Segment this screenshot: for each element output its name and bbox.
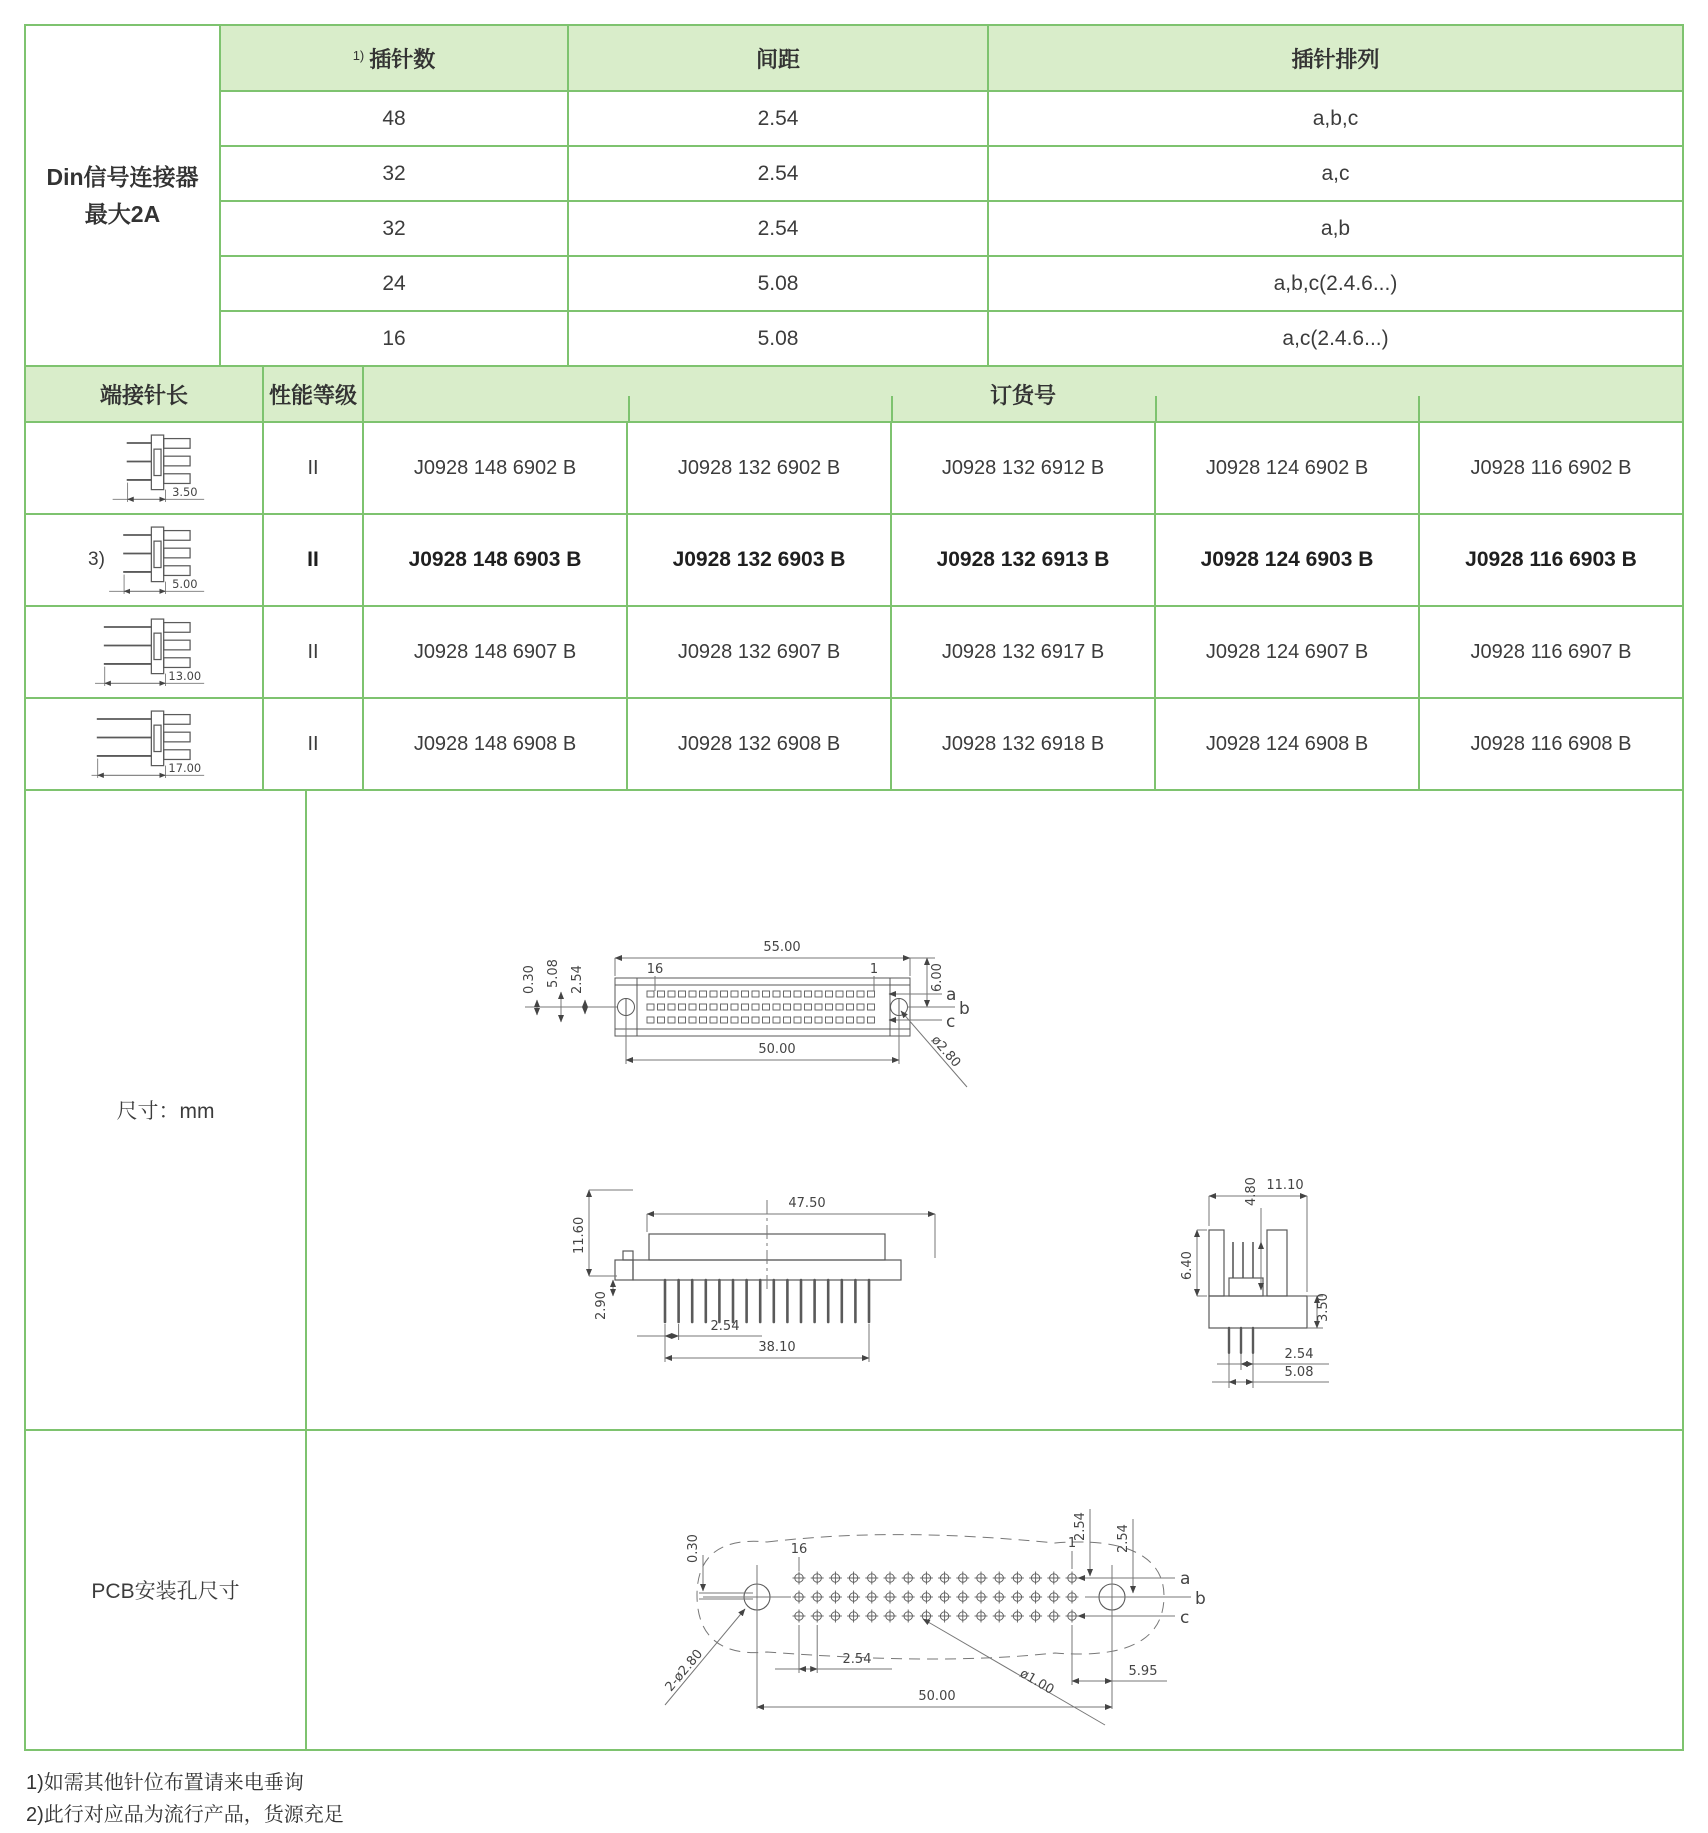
- dim-standoff: 2.90: [594, 1290, 609, 1320]
- order-cell: J0928 124 6903 B: [1155, 514, 1419, 606]
- dim-row-span: 5.08: [1284, 1364, 1314, 1380]
- pitch-cell: 2.54: [568, 146, 988, 201]
- order-cell: J0928 132 6912 B: [891, 422, 1155, 514]
- dim-height: 11.60: [572, 1216, 587, 1254]
- footnotes: [24, 1751, 1684, 1831]
- order-cell: J0928 132 6907 B: [627, 606, 891, 698]
- dim-row-pitch: 2.54: [570, 964, 585, 994]
- order-cell: J0928 116 6908 B: [1419, 698, 1683, 790]
- order-row: [25, 606, 1683, 698]
- row-a-label: a: [946, 984, 957, 1005]
- pcb-pin1: 1: [1067, 1535, 1077, 1551]
- col-header-order-no: [363, 366, 1683, 422]
- pcb-row-a: a: [1180, 1568, 1191, 1589]
- grade-cell: II: [263, 606, 363, 698]
- product-name: Din信号连接器: [46, 163, 199, 190]
- grade-cell: II: [263, 422, 363, 514]
- pin-length-dim: 5.00: [172, 576, 198, 591]
- dimensions-row: [25, 790, 1683, 1430]
- dim-depth: 11.10: [1266, 1177, 1304, 1193]
- arrangement-cell: a,c(2.4.6...): [988, 311, 1683, 366]
- dim-row-span: 5.08: [546, 958, 561, 988]
- col-header-pin-length: 端接针长: [25, 366, 263, 422]
- pcb-pin16: 16: [790, 1541, 808, 1557]
- order-row-popular: [25, 514, 1683, 606]
- order-no-label: 订货号: [989, 382, 1056, 408]
- pcb-hole-drawing: [607, 1443, 1682, 1748]
- connector-side-icon: [88, 520, 220, 601]
- pins-cell: 48: [220, 91, 568, 146]
- dim-pin16: 16: [646, 961, 664, 977]
- col-header-pin-count: [220, 25, 568, 91]
- pin-length-dim: 17.00: [168, 760, 202, 775]
- pitch-cell: 5.08: [568, 311, 988, 366]
- order-header-row: [25, 366, 1683, 422]
- front-view-drawing: [537, 1148, 967, 1393]
- dim-mount-hole: ø2.80: [927, 1032, 964, 1071]
- pcb-row-c: c: [1180, 1607, 1190, 1628]
- pin-count-label: 插针数: [369, 46, 436, 72]
- pin-length-cell: [25, 422, 263, 514]
- col-header-grade: 性能等级: [263, 366, 363, 422]
- order-cell: J0928 116 6902 B: [1419, 422, 1683, 514]
- pcb-label-cell: PCB安装孔尺寸: [25, 1430, 306, 1750]
- dim-body-width: 47.50: [788, 1195, 826, 1211]
- col-header-pitch: 间距: [568, 25, 988, 91]
- order-row: [25, 698, 1683, 790]
- connector-side-icon: [88, 428, 220, 509]
- product-cell: [25, 25, 220, 366]
- order-cell: J0928 116 6903 B: [1419, 514, 1683, 606]
- pin-length-cell: [25, 606, 263, 698]
- pins-cell: 16: [220, 311, 568, 366]
- dim-overall-width: 55.00: [763, 939, 801, 955]
- arrangement-cell: a,b: [988, 201, 1683, 256]
- order-cell: J0928 124 6908 B: [1155, 698, 1419, 790]
- pin-length-dim: 13.00: [168, 668, 202, 683]
- dimensions-label-cell: 尺寸：mm: [25, 790, 306, 1430]
- dim-pin1: 1: [869, 961, 879, 977]
- pcb-row-pitch-b: 2.54: [1116, 1523, 1131, 1553]
- col-header-arrangement: 插针排列: [988, 25, 1683, 91]
- row-c-label: c: [946, 1011, 956, 1032]
- footnote-line: 1)如需其他针位布置请来电垂询: [26, 1772, 304, 1794]
- grade-cell: II: [263, 698, 363, 790]
- order-cell: J0928 132 6902 B: [627, 422, 891, 514]
- drawings-table: [24, 789, 1684, 1751]
- top-view-drawing: [497, 878, 1682, 1118]
- header-divider: [1418, 396, 1420, 421]
- pin-length-dim: 3.50: [172, 484, 198, 499]
- pcb-row: [25, 1430, 1683, 1750]
- order-cell: J0928 148 6903 B: [363, 514, 627, 606]
- pins-cell: 32: [220, 146, 568, 201]
- pcb-offset: 0.30: [686, 1533, 701, 1563]
- order-cell: J0928 132 6918 B: [891, 698, 1155, 790]
- pcb-mount-span: 50.00: [918, 1688, 956, 1704]
- pcb-mount-holes: 2-ø2.80: [662, 1646, 707, 1695]
- order-cell: J0928 132 6903 B: [627, 514, 891, 606]
- arrangement-cell: a,b,c: [988, 91, 1683, 146]
- pcb-pin-holes: ø1.00: [1017, 1665, 1057, 1698]
- pitch-cell: 2.54: [568, 91, 988, 146]
- spec-row: [25, 256, 1683, 311]
- pcb-row-pitch-a: 2.54: [1073, 1511, 1088, 1541]
- pins-cell: 24: [220, 256, 568, 311]
- order-cell: J0928 132 6913 B: [891, 514, 1155, 606]
- pin-length-cell: [25, 698, 263, 790]
- order-cell: J0928 148 6902 B: [363, 422, 627, 514]
- spec-row: [25, 146, 1683, 201]
- arrangement-cell: a,b,c(2.4.6...): [988, 256, 1683, 311]
- order-row: [25, 422, 1683, 514]
- dim-mount-span: 50.00: [758, 1041, 796, 1057]
- dim-end-offset: 6.00: [930, 962, 945, 992]
- arrangement-cell: a,c: [988, 146, 1683, 201]
- footnote-line: 2)此行对应品为流行产品，货源充足: [26, 1804, 344, 1826]
- side-view-drawing: [1117, 1148, 1397, 1398]
- grade-cell: II: [263, 514, 363, 606]
- dimensions-drawings-cell: [306, 790, 1683, 1430]
- connector-side-icon: [88, 704, 220, 785]
- order-cell: J0928 124 6902 B: [1155, 422, 1419, 514]
- order-number-table: [24, 365, 1684, 791]
- dim-offset1: 0.30: [522, 964, 537, 994]
- dim-tail-len: 3.50: [1316, 1292, 1331, 1322]
- header-divider: [628, 396, 630, 421]
- connector-side-icon: [88, 612, 220, 693]
- dim-slot-depth: 6.40: [1180, 1250, 1195, 1280]
- pitch-cell: 2.54: [568, 201, 988, 256]
- pcb-end-offset: 5.95: [1128, 1663, 1158, 1679]
- order-cell: J0928 124 6907 B: [1155, 606, 1419, 698]
- dim-pitch: 2.54: [1284, 1346, 1314, 1362]
- dim-pin-pitch: 2.54: [710, 1318, 740, 1334]
- spec-row: [25, 201, 1683, 256]
- pitch-cell: 5.08: [568, 256, 988, 311]
- pin-spec-table: [24, 24, 1684, 367]
- header-divider: [1155, 396, 1157, 421]
- pcb-drawing-cell: [306, 1430, 1683, 1750]
- pins-cell: 32: [220, 201, 568, 256]
- footnote-marker-1: 1): [352, 47, 365, 63]
- spec-header-row: [25, 25, 1683, 91]
- row-note: 3): [88, 549, 105, 570]
- spec-row: [25, 91, 1683, 146]
- order-cell: J0928 148 6908 B: [363, 698, 627, 790]
- dim-pin-depth: 4.80: [1244, 1176, 1259, 1206]
- order-cell: J0928 148 6907 B: [363, 606, 627, 698]
- pin-length-cell: [25, 514, 263, 606]
- order-cell: J0928 132 6917 B: [891, 606, 1155, 698]
- header-divider: [891, 396, 893, 421]
- order-cell: J0928 132 6908 B: [627, 698, 891, 790]
- pcb-col-pitch: 2.54: [842, 1651, 872, 1667]
- row-b-label: b: [959, 998, 970, 1019]
- product-rating: 最大2A: [84, 200, 161, 227]
- spec-row: [25, 311, 1683, 366]
- dim-pin-span: 38.10: [758, 1339, 796, 1355]
- order-cell: J0928 116 6907 B: [1419, 606, 1683, 698]
- pcb-row-b: b: [1195, 1588, 1206, 1609]
